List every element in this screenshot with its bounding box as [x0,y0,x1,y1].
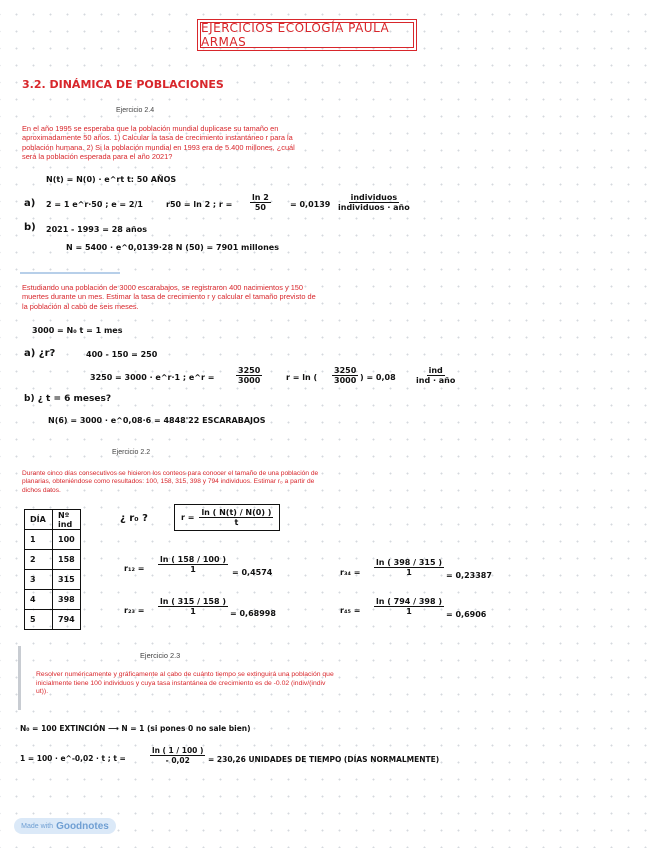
exercise-2-4-b-line2: N = 5400 · e^0,0139·28 N (50) = 7901 millones [66,243,279,252]
r23-result: = 0,68998 [230,609,276,618]
exercise-2-2-statement: Durante cinco días consecutivos se hicieron los conteos para conocer el tamaño de una población de planarias, obteniéndose como resultados: 100, 158, 315, 398 y 794 individuos. Estimar r₀ a partir de dichos datos. [22,470,319,494]
table-header-day: DÍA [25,510,53,530]
table-header-row [25,510,81,530]
table-cell: 2 [25,550,53,570]
r45-label: r₄₅ = [340,606,361,615]
section-heading: 3.2. DINÁMICA DE POBLACIONES [22,78,224,91]
exercise-2-2-caption: Ejercicio 2.2 [112,449,151,456]
r34-result: = 0,23387 [446,571,492,580]
exercise-2-4-a-label: a) [24,198,36,209]
quote-bar [18,646,21,710]
highlight-divider [20,272,120,274]
watermark-prefix: Made with [21,822,54,830]
exercise-beetles-given: 3000 = N₀ t = 1 mes [32,326,123,335]
table-row [25,570,81,590]
exercise-2-4-a-eq1: 2 = 1 e^r·50 ; e = 2/1 [46,200,143,209]
exercise-beetles-b-label: b) ¿ t = 6 meses? [24,394,112,404]
r45-frac: $\frac{\ln ( 794 / 398 )}{1}$ [376,597,442,616]
exercise-beetles-a-label: a) ¿r? [24,348,56,359]
table-row [25,610,81,630]
exercise-2-4-statement: En el año 1995 se esperaba que la población mundial duplicase su tamaño en aproximadamente 50 años. 1) Calcular la tasa de crecimiento instantáneo r para la población humana. 2) Si la población mundial en 1993 era de 5.400 millones, ¿cuál será la población esperada para el año 2021? [22,124,295,162]
r34-frac: $\frac{\ln ( 398 / 315 )}{1}$ [376,558,442,577]
table-cell: 315 [53,570,81,590]
exercise-2-4-a-unit: $\frac{\text{individuos}}{\text{individuos · año}}$ [338,193,410,212]
r23-frac: $\frac{\ln ( 315 / 158 )}{1}$ [160,597,226,616]
exercise-beetles-a-eq: 3250 = 3000 · e^r·1 ; e^r = [90,373,215,382]
r12-frac: $\frac{\ln ( 158 / 100 )}{1}$ [160,555,226,574]
table-cell: 1 [25,530,53,550]
goodnotes-watermark [14,818,116,834]
exercise-beetles-a-result: ) = 0,08 [360,373,396,382]
r45-result: = 0,6906 [446,610,487,619]
exercise-beetles-a-frac: $\frac{3250}{3000}$ [238,366,261,385]
exercise-2-3-result: = 230,26 UNIDADES DE TIEMPO (DÍAS NORMALMENTE) [208,755,440,764]
exercise-2-4-formula: N(t) = N(0) · e^rt t: 50 AÑOS [46,175,177,184]
exercise-2-2-formula-box [174,504,280,531]
exercise-2-4-caption: Ejercicio 2.4 [116,107,155,114]
watermark-brand: Goodnotes [56,820,109,832]
exercise-2-3-caption: Ejercicio 2.3 [140,651,181,660]
table-row [25,530,81,550]
exercise-2-3-frac: $\frac{\ln ( 1 / 100 )}{- 0,02}$ [152,746,204,765]
exercise-beetles-statement: Estudiando una población de 3000 escarabajos, se registraron 400 nacimientos y 150 muertes durante un mes. Estimar la tasa de crecimiento r y calcular el tamaño previsto de la población al cabo de seis meses. [22,283,316,311]
exercise-2-4-a-result: = 0,0139 [290,200,331,209]
exercise-2-3-statement: Resolver numéricamente y gráficamente al cabo de cuánto tiempo se extinguirá una población que inicialmente tiene 100 individuos y cuya tasa instantánea de crecimiento es de -0.02 (indiv/(indiv ut)). [36,671,334,696]
exercise-2-4-a-frac: $\frac{\ln 2}{50}$ [252,193,269,212]
table-cell: 158 [53,550,81,570]
formula-r-label: r = [181,513,195,522]
table-cell: 794 [53,610,81,630]
table-row [25,590,81,610]
exercise-beetles-a-unit: $\frac{\text{ind}}{\text{ind · año}}$ [416,366,456,385]
table-cell: 3 [25,570,53,590]
exercise-2-4-b-label: b) [24,222,36,233]
exercise-beetles-a-r-frac: $\frac{3250}{3000}$ [334,366,357,385]
table-cell: 4 [25,590,53,610]
table-cell: 100 [53,530,81,550]
exercise-2-4-b-line1: 2021 - 1993 = 28 años [46,225,147,234]
table-row [25,550,81,570]
exercise-beetles-a-r: r = ln ( [286,373,318,382]
exercise-2-4-a-eq2: r50 = ln 2 ; r = [166,200,233,209]
table-header-count: Nº ind [53,510,81,530]
exercise-2-3-line2: 1 = 100 · e^-0,02 · t ; t = [20,754,126,763]
table-cell: 5 [25,610,53,630]
exercise-beetles-a-calc: 400 - 150 = 250 [86,350,158,359]
table-cell: 398 [53,590,81,610]
page-title: EJERCICIOS ECOLOGÍA PAULA ARMAS [200,22,414,48]
r34-label: r₃₄ = [340,568,361,577]
r23-label: r₂₃ = [124,606,145,615]
formula-fraction: $\frac{\ln ( N(t) / N(0) )}{t}$ [201,508,272,527]
r12-result: = 0,4574 [232,568,273,577]
exercise-2-2-question: ¿ r₀ ? [120,513,148,524]
r12-label: r₁₂ = [124,564,145,573]
exercise-2-3-line1: N₀ = 100 EXTINCIÓN ⟶ N = 1 (si pones 0 no sale bien) [20,724,251,733]
days-table [24,509,81,630]
exercise-beetles-b-eq: N(6) = 3000 · e^0,08·6 = 4848'22 ESCARABAJOS [48,416,266,425]
